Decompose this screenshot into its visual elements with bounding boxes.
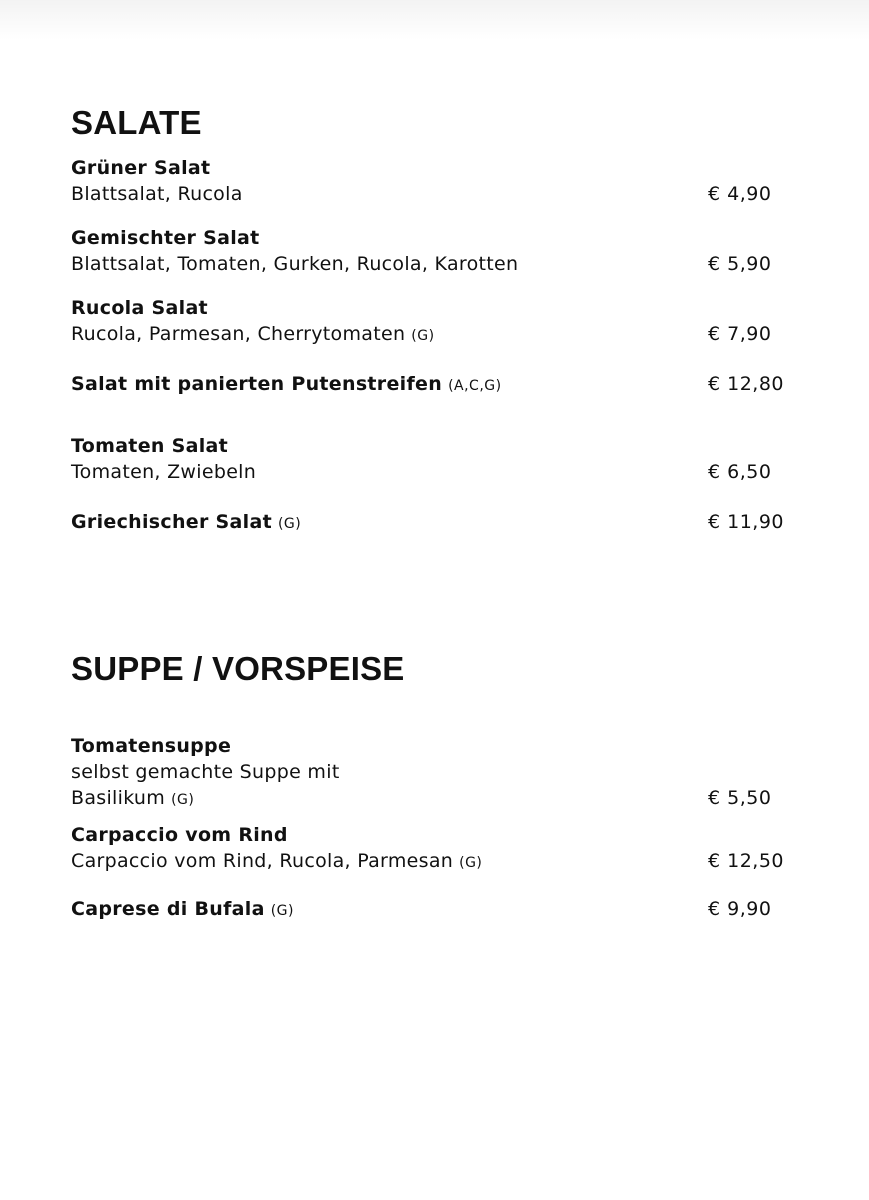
item-name: Rucola Salat xyxy=(71,297,208,319)
item-price: € 12,80 xyxy=(708,373,785,395)
allergen-code: (G) xyxy=(411,328,435,344)
item-name: Caprese di Bufala xyxy=(71,898,265,920)
allergen-code: (G) xyxy=(459,855,483,871)
allergen-code: (G) xyxy=(171,792,195,808)
item-name: Gemischter Salat xyxy=(71,227,260,249)
item-price: € 9,90 xyxy=(708,898,772,920)
item-description-line xyxy=(71,848,811,876)
item-price: € 6,50 xyxy=(708,461,772,483)
item-price: € 5,90 xyxy=(708,253,772,275)
item-description: Blattsalat, Tomaten, Gurken, Rucola, Karotten xyxy=(71,253,519,275)
menu-item-gemischter-salat xyxy=(71,225,811,277)
top-shadow xyxy=(0,0,869,40)
item-price: € 12,50 xyxy=(708,850,785,872)
item-name-line xyxy=(71,371,811,399)
menu-item-caprese xyxy=(71,896,811,924)
item-name-line xyxy=(71,896,811,924)
item-price: € 7,90 xyxy=(708,323,772,345)
menu-item-salat-putenstreifen xyxy=(71,371,811,399)
item-price: € 11,90 xyxy=(708,511,785,533)
section-title-salate: SALATE xyxy=(71,104,202,141)
item-name: Tomaten Salat xyxy=(71,435,229,457)
allergen-code: (G) xyxy=(277,516,302,532)
menu-item-tomatensuppe xyxy=(71,733,811,813)
allergen-code: (G) xyxy=(270,903,294,919)
item-price: € 4,90 xyxy=(708,183,772,205)
allergen-code: (A,C,G) xyxy=(448,378,502,394)
item-name: Griechischer Salat xyxy=(71,511,272,533)
item-price: € 5,50 xyxy=(708,787,772,809)
menu-item-gruener-salat xyxy=(71,155,811,207)
item-description: Carpaccio vom Rind, Rucola, Parmesan xyxy=(71,850,454,872)
item-description-cont: Basilikum xyxy=(71,787,166,809)
item-description: Blattsalat, Rucola xyxy=(71,183,243,205)
item-description-line xyxy=(71,321,811,349)
item-description: Tomaten, Zwiebeln xyxy=(71,461,257,483)
item-name: Grüner Salat xyxy=(71,157,211,179)
menu-item-carpaccio xyxy=(71,822,811,876)
item-name: Salat mit panierten Putenstreifen xyxy=(71,373,443,395)
item-name-line xyxy=(71,509,811,537)
section-title-suppe-vorspeise: SUPPE / VORSPEISE xyxy=(71,650,405,687)
item-description: selbst gemachte Suppe mit xyxy=(71,761,340,783)
item-description: Rucola, Parmesan, Cherrytomaten xyxy=(71,323,406,345)
menu-item-griechischer-salat xyxy=(71,509,811,537)
item-name: Tomatensuppe xyxy=(71,735,232,757)
menu-item-rucola-salat xyxy=(71,295,811,349)
menu-item-tomaten-salat xyxy=(71,433,811,485)
item-description-line xyxy=(71,785,811,813)
item-name: Carpaccio vom Rind xyxy=(71,824,288,846)
